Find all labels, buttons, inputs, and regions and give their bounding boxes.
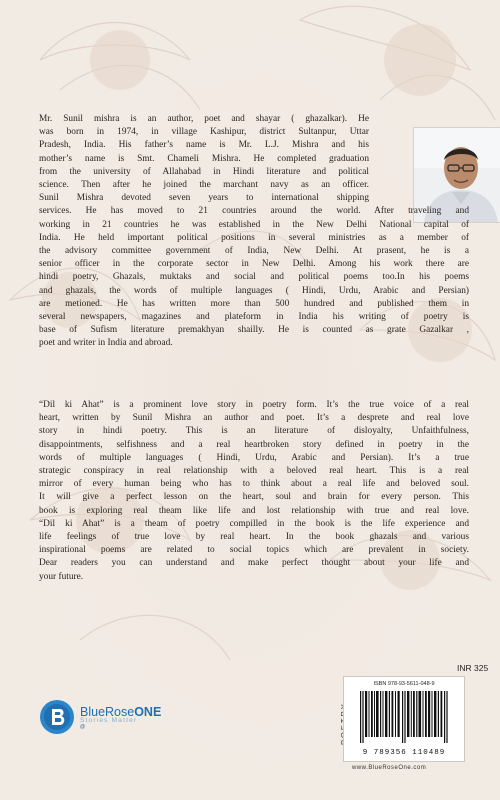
publisher-name-bold: ONE (134, 704, 162, 719)
isbn-number: ISBN 978-93-5611-048-9 (373, 681, 435, 687)
bluerose-logo-icon (39, 699, 75, 735)
synopsis-line: story in hindi poetry. This is an literature of disloyalty, Unfaithfulness, (39, 426, 469, 437)
synopsis-line: It will give a perfect lesson on the heart, soul and brain for every person. This (39, 492, 469, 503)
bio-line: are metioned. He has written more than 500 hundred and published them in (39, 298, 469, 309)
synopsis-line: “Dil ki Ahat” is a theam of poetry compilled in the book is the life experience and (39, 518, 469, 529)
bio-line: poet and writer in India and abroad. (39, 338, 173, 349)
back-cover (39, 0, 500, 800)
synopsis-line: heart, written by Sunil Mishra an author and poet. It’s a desprete and real love (39, 413, 469, 424)
bio-line: working in 21 countries he was established in the New Delhi National capital of (39, 219, 469, 230)
bio-line: services. He has moved to 21 countries around the world. After traveling and (39, 206, 469, 217)
bio-line: India. He held important political positions in several ministries as a member of (39, 232, 469, 243)
synopsis-line: disappointments, selfishness and a real heartbroken story defined in poetry in the (39, 439, 469, 450)
bio-line: several newspapers, magazines and plateform in India his writing of poetry is (39, 312, 469, 323)
publisher-logo (39, 699, 161, 735)
bio-line: hindi poetry, Ghazals, muktaks and social and political poems too.In his poems (39, 272, 469, 283)
bio-line: from the university of Allahabad in Hindi literature and political (39, 166, 369, 177)
synopsis-line: your future. (39, 571, 84, 582)
isbn-barcode (343, 676, 465, 762)
synopsis-line: words of multiple languages ( Hindi, Urdu, Arabic and Persian). It’s a true (39, 452, 469, 463)
bio-line: Mr. Sunil mishra is an author, poet and shayar ( ghazalkar). He (39, 114, 369, 124)
publisher-website: www.BlueRoseOne.com (352, 765, 427, 771)
bio-line: the advisory committee government of India, New Delhi. At prasent, he is a (39, 246, 469, 257)
bio-line: mother’s name is Smt. Chameli Mishra. He completed graduation (39, 153, 369, 164)
bio-line: science. Then after he joined the marchant navy as an officer. (39, 180, 369, 191)
bio-line: Pradesh, India. His father’s name is Mr. L.J. Mishra and his (39, 140, 369, 151)
synopsis-line: “Dil ki Ahat” is a prominent love story in poetry form. It’s the true voice of a real (39, 400, 469, 410)
social-handle: @ (80, 723, 87, 730)
bio-line: was born in 1974, in village Kashipur, district Sultanpur, Uttar (39, 127, 369, 138)
synopsis-line: life feelings of true love by real heart. In the book ghazals and various (39, 532, 469, 543)
synopsis-line: inspirational poems are related to social topics which are prevalent in society. (39, 545, 469, 556)
bio-line: and ghazals, the words of multiple languages ( Hindi, Urdu, Arabic and Persian) (39, 285, 469, 296)
synopsis-line: strategic conspiracy in real relationship with a beloved real heart. This is a real (39, 466, 469, 477)
price-label: INR 325 (457, 663, 489, 673)
synopsis-line: book is exploring real theam like life and lost relationship with true and real love. (39, 505, 469, 516)
bio-line: Sunil Mishra devoted seven years to international shipping (39, 193, 369, 204)
publisher-name-regular: BlueRose (80, 704, 135, 719)
synopsis-line: mirror of every human being who has to think about a real life and beloved soul. (39, 479, 469, 490)
barcode-digits: 9 789356 110489 (362, 749, 446, 757)
publisher-tagline: Stories Matter (80, 716, 138, 724)
barcode-icon (360, 691, 448, 743)
author-bio (39, 113, 469, 351)
synopsis-line: Dear readers you can understand and make perfect thought about your life and (39, 558, 469, 569)
bio-line: base of Sufism literature premakhyan shailly. He is counted as grate Gazalkar , (39, 325, 469, 336)
bio-line: senior officer in the corporate sector in New Delhi. Among his work there are (39, 259, 469, 270)
book-synopsis (39, 399, 469, 584)
